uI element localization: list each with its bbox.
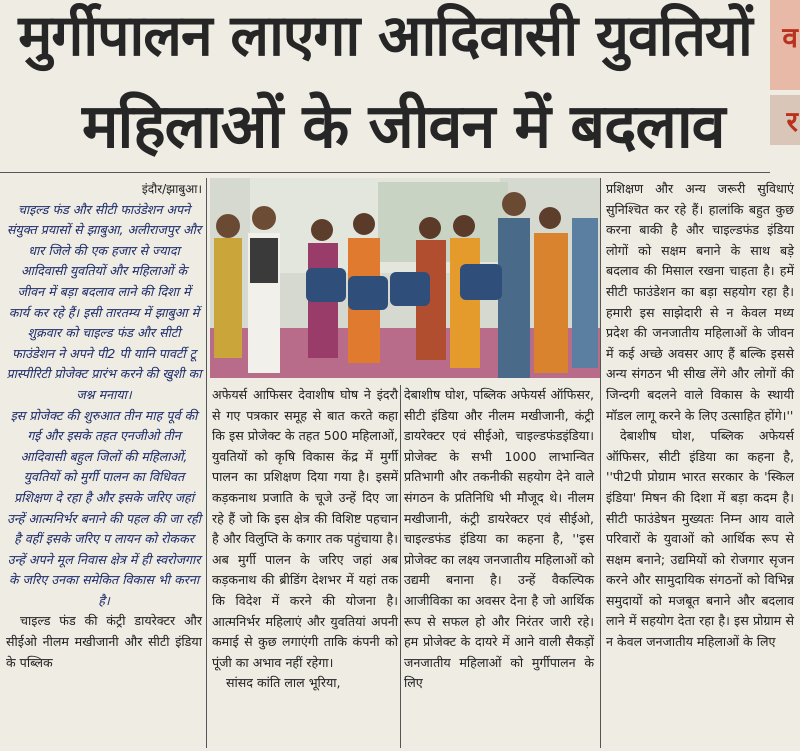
lead-paragraph: चाइल्ड फंड और सीटी फाउंडेशन अपने संयुक्त प्रयासों से झाबुआ, अलीराजपुर और धार जिले की एक हजार से ज्यादा आदिवासी युवतियों और महिलाओं के जीवन में बड़ा बदलाव लाने की दिशा में कार्य कर रहे हैं। इसी तारतम्य में झाबुआ में शुक्रवार को चाइल्ड फंड और सीटी फाउंडेशन ने अपने पी2 पी यानि पावर्टी टू प्रास्पीरिटी प्रोजेक्ट प्रारंभ करने की खुशी का जश्न मनाया।: [6, 201, 202, 402]
body-paragraph-2: चाइल्ड फंड की कंट्री डायरेक्टर और सीईओ नीलम मखीजानी और सीटी इंडिया के पब्लिक: [6, 613, 202, 670]
body-paragraph-3: अफेयर्स आफिसर देवाशीष घोष ने इंदरौ से गए पत्रकार समूह से बात करते कहा कि इस प्रोजेक्ट के तहत 500 महिलाओं, युवतियों को कृषि विकास केंद्र में मुर्गी पालन का प्रशिक्षण दिया गया है। इसमें कड़कनाथ प्रजाति के चूजे उन्हें दिए जा रहे हैं जो कि इस क्षेत्र की विशिष्ट पहचान है और विलुप्ति के कगार तक पहुंचाया है। अब मुर्गी पालन के जरिए जहां अब कड़कनाथ की ब्रीडिंग देशभर में यहां तक कि विदेश में करने की योजना है। आत्मनिर्भर महिलाएं और युवतियां अपनी कमाई से कुछ लगाएंगी ताकि कंपनी को पूंजी का अभाव नहीं रहेगा।: [212, 387, 398, 670]
article-column-1: [6, 179, 202, 673]
headline-rule: [0, 172, 770, 173]
adjacent-headline-fragment-1: व: [782, 21, 798, 54]
column-rule-2: [400, 385, 401, 748]
event-photo-image: [210, 178, 600, 378]
headline-line-2: महिलाओं के जीवन में बदलाव: [82, 91, 725, 162]
event-photo: [210, 178, 600, 378]
body-paragraph-4: सांसद कांति लाल भूरिया,: [226, 675, 341, 691]
headline-line-1: मुर्गीपालन लाएगा आदिवासी युवतियों: [18, 3, 752, 69]
dateline: इंदौर/झाबुआ।: [141, 182, 202, 196]
article-column-3: [404, 385, 594, 694]
adjacent-headline-fragment-2: र: [786, 105, 798, 138]
article-column-2: [212, 385, 398, 694]
column-rule-1: [206, 178, 207, 748]
body-paragraph-5: देबाशीष घोश, पब्लिक अफेयर्स ऑफिसर, सीटी इंडिया और नीलम मखीजानी, कंट्री डायरेक्टर एवं सीईओ, चाइल्डफंडइंडिया। प्रोजेक्ट के सभी 1000 लाभान्वित प्रतिभागी और तकनीकी सहयोग देने वाले संगठन के प्रतिनिधि भी मौजूद थे। नीलम मखीजानी, कंट्री डायरेक्टर एवं सीईओ, चाइल्डफंड इंडिया का कहना है, ''इस प्रोजेक्ट का लक्ष्य जनजातीय महिलाओं को उद्यमी बनाना है। उन्हें वैकल्पिक आजीविका का अवसर देना है जो आर्थिक रूप से सफल हो और निरंतर जारी रहे। हम प्रोजेक्ट के दायरे में आने वाली सैकड़ों जनजातीय महिलाओं को मुर्गीपालन के लिए: [404, 387, 594, 691]
body-paragraph-1: इस प्रोजेक्ट की शुरुआत तीन माह पूर्व की गई और इसके तहत एनजीओ तीन आदिवासी बहुल जिलों की महिलाओं, युवतियों को मुर्गी पालन का विधिवत प्रशिक्षण दे रहा है और इसके जरिए जहां उन्हें आत्मनिर्भर बनाने की पहल की जा रही है वहीं इसके जरिए प लायन को रोककर उन्हें अपने मूल निवास क्षेत्र में ही स्वरोजगार के जरिए उनका समेकित विकास भी करना है।: [7, 407, 201, 608]
body-paragraph-7: देबाशीष घोश, पब्लिक अफेयर्स ऑफिसर, सीटी इंडिया का कहना है, ''पी2पी प्रोग्राम भारत सरकार के 'स्किल इंडिया' मिषन की दिशा में बड़ा कदम है। सीटी फाउंडेषन मुख्यतः निम्न आय वाले परिवारों के युवाओं को आर्थिक रूप से सक्षम बनाने; उद्यमियों को रोजगार सृजन करने और सामुदायिक संगठनों को विभिन्न समुदायों को मजबूत बनाने और बदलाव लाने में सहयोग देता रहा है। इस प्रोग्राम से न केवल जनजातीय महिलाओं के लिए: [606, 428, 794, 650]
body-paragraph-6: प्रशिक्षण और अन्य जरूरी सुविधाएं सुनिश्चित कर रहे हैं। हालांकि बहुत कुछ करना बाकी है और चाइल्डफंड इंडिया लोगों को सक्षम बनाने के साथ बड़े बदलाव की मिसाल रखना चाहता है। हमें सीटी फाउंडेशन का बड़ा सहयोग रहा है। हमारी इस साझेदारी से न केवल मध्य प्रदेश की जनजातीय महिलाओं के जीवन में कई अच्छे अवसर आए हैं बल्कि इससे अन्य संगठन भी सीख लेंगे और लोगों की जिन्दगी बदलने वाले विकास के स्थायी मॉडल लागू करने के लिए उत्साहित होंगे।'': [606, 181, 794, 423]
article-column-4: [606, 179, 794, 653]
column-rule-3: [600, 178, 601, 748]
